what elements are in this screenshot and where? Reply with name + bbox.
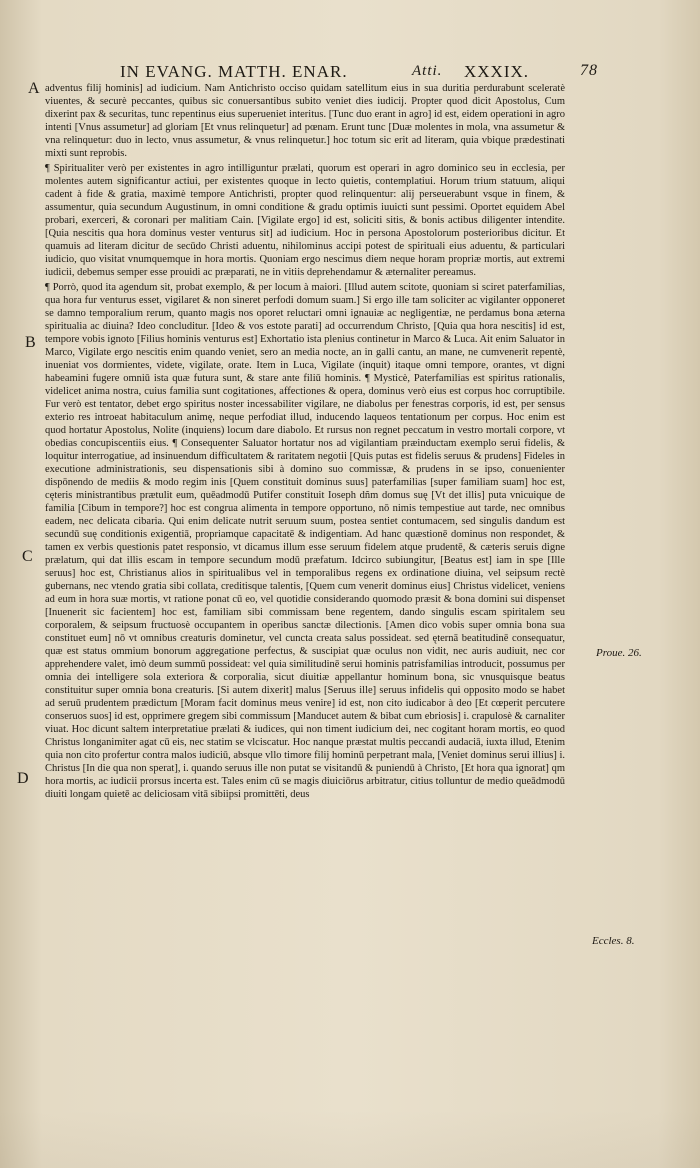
margin-note-proverbs: Proue. 26. xyxy=(596,647,642,659)
paragraph-2: ¶ Spiritualiter verò per existentes in agro intilliguntur prælati, quorum est operari in agro dominico seu in ecclesia, per molentes autem significantur actiui, per existentes quoque in lecto quietis, contemplatiui. Horum trium statuum, aliqui cadent à fide & gratia, maximè tempore Antichristi, propter quod relinquentur: alij perseuerabunt vsque in finem, & assumentur, quia secundum Augustinum, in omni conditione & gradu optimis iuuicti sunt pessimi. Oportet equidem Abel probari, exerceri, & coronari per malitiam Cain. [Vigilate ergo] id est, soliciti sitis, & bonis actibus diligenter intendite. [Quia nescitis qua hora dominus vester venturus sit] ad iudicium. Hoc in persona Apostolorum posterioribus dicitur. Et quamuis ad literam dicitur de secūdo Christi aduentu, nihilominus accipi potest de spirituali eius aduentu, & particulari iudicio, quo visitat vnumquemque in hora mortis. Quoniam ergo nescimus diem neque horam propriæ mortis, aut extremi iudicii, debemus semper esse prouidi ac præparati, ne in vitiis deprehendamur & æternaliter pereamus. xyxy=(45,163,565,278)
page-bottom-margin xyxy=(0,1110,700,1168)
paragraph-3: ¶ Porrò, quod ita agendum sit, probat exemplo, & per locum à maiori. [Illud autem scitote, quoniam si sciret paterfamilias, qua hora fur venturus esset, vigilaret & non sineret perfodi domum suam.] Si ergo ille tam soliciter ac vigilanter opponeret se damno temporalium rerum, quanto magis nos oporet reluctari omni ignauiæ ac negligentiæ, ne perdamus bona æterna spiritualia ac diuina? Ideo concluditur. [Ideo & vos estote parati] ad occurrendum Christo, [Quia qua hora nescitis] id est, tempore vobis ignoto [Filius hominis venturus est] Exhortatio ista plenius continetur in Marco & Luca. Ait enim Saluator in Marco, Vigilate ergo nescitis enim quando veniet, sero an media nocte, an in galli cantu, an mane, ne cumvenerit repentè, inueniat vos dormientes, videte, vigilate, orate. Item in Luca, Vigilate (inquit) itaque omni tempore, orantes, vt digni habeamini fugere omniū ista quæ futura sunt, & stare ante filiū hominis. ¶ Mysticè, Paterfamilias est spiritus rationalis, videlicet anima nostra, cuius familia sunt cogitationes, affectiones & opera, dominus verò eius est corpus hoc corruptibile. Fur verò est tentator, debet ergo spiritus noster incessabiliter vigilare, ne diabolus per fenestras corporis, id est, per sensus exterio res introeat habitaculum animę, neque perfodiat illud, inducendo laqueos tentationum per corpus. Hoc enim est quod hortatur Apostolus, Nolite (inquiens) locum dare diabolo. Et rursus non regnet peccatum in vestro mortali corpore, vt obedias concupiscentiis eius. ¶ Consequenter Saluator hortatur nos ad vigilantiam præinductam exemplo serui fidelis, & loquitur interrogatiue, ad insinuendum difficultatem & raritatem negotii [Quis putas est fidelis seruus & prudens] Fideles in executione administrationis, seu dispensationis sibi à domino suo commissæ, & prudens in se ipso, conuenienter dispōnendo de mediis & modo regim inis [Quem constituit dominus suus] paterfamilias [super familiam suam] hoc est, cęteris ministrantibus prætulit eum, quēadmodū Putifer constituit Ioseph dñm domus suę [Vt det illis] puta vnicuique de familia [Cibum in tempore?] hoc est congrua alimenta in tempore opportuno, nō nimis tempestiue aut tarde, nec omnibus eadem, nec delicata cibaria. Qui enim delicate nutrit seruum suum, postea sentiet contumacem, sed singulis dandum est secundū suę conditionis exigentiā, propriamque capacitatē & indigentiam. Ad hanc quæstionē dominus non respondet, & tamen ex verbis questionis patet responsio, vt dicamus illum esse seruum fidelem atque prudentē, & cæteris seruis digne prælatum, qui dat illis escam in tempore secundum modū præfatum. Idcirco subiungitur, [Beatus est] iam in spe [Ille seruus] hoc est, Christianus alios in spiritualibus vel in temporalibus regens ex ordinatione diuina, vel seipsum rectè gubernans, nec vtendo gratia sibi collata, creditisque talentis, [Quem cum venerit dominus eius] Christus videlicet, veniens ad eum in hora suæ mortis, vt ratione ponat cū eo, vel quotidie considerando quomodo præsit & bona domini sui dispenset [Inuenerit sic facientem] hoc est, familiam sibi commissam bene regentem, dando singulis escam spiritalem seu corporalem, & seipsum fructuosè occupantem in operibus sanctæ dilectionis. [Amen dico vobis super omnia bona sua constituet eum] nō vt omnibus creaturis dominetur, vel cuncta creata salus possideat. sed ęternā beatitudinē consequatur, quæ est status ommium bonorum aggregatione perfectus, & suscipiat quæ oculus non vidit, nec auris audiuit, nec cor apprehendere valet, imò deum summū possideat: vel quia similitudinē serui hominis patrisfamilias introducit, possumus per omnia dei intelligere sola exteriora & corporalia, sicut diuitiæ appellantur hominum bona, sic vnusquisque beatus constituitur super omnia bona creaturis. [Si autem dixerit] malus [Seruus ille] seruus infidelis qui opposito modo se habet ad seruū prudentem prædictum [Moram facit dominus meus venire] id est, non cito iudicabor à deo [Et cœperit percutere conseruos suos] id est, opprimere gregem sibi commissum [Manducet autem & bibat cum ebriosis] i. crapulosè & carnaliter viuat. Hoc dicunt saltem interpretatiue prælati & iudices, qui non timent iudicium dei, nec cogitant horam mortis, eo quod Christus longanimiter agat cū eis, nec statim se vlciscatur. Hoc nanque præstat multis peccandi audaciā, iuxta illud, Etenim quia non cito profertur contra malos iudiciū, absque vllo timore filij hominū perpetrant mala, [Veniet dominus serui illius] i. Christus [In die qua non sperat], i. quando seruus ille non putat se visitandū & puniendū à Christo, [Et hora qua ignorat] qm hora mortis, ac iudicii prorsus incerta est. Tales enim cū se magis diuiciōrus arbitratur, citius tolluntur de medio queādmodū diuiti longam quietē ac deliciosam vitā sibiipsi promittēti, deus xyxy=(45,282,565,800)
folio-number: 78 xyxy=(580,62,598,79)
margin-letter-a: A xyxy=(28,80,40,97)
margin-letter-c: C xyxy=(22,548,33,565)
header-chapter-numeral: XXXIX. xyxy=(464,62,530,81)
paragraph-1: adventus filij hominis] ad iudicium. Nam Antichristo occiso quidam satellitum eius in sua duritia perdurabunt sceleratè viuentes, & securè peccantes, quibus sic conuersantibus subito veniet dies iudicij. Propter quod dicit Apostolus, Cum dixerint pax & securitas, tunc repentinus eius superueniet interitus. [Tunc duo erant in agro] id est, eidem operationi in agro intenti [Vnus assumetur] ad gloriam [Et vnus relinquetur] ad pœnam. Erunt tunc [Duæ molentes in mola, vna assumetur & vna relinquetur: duo in lecto, vnus assumetur, & vnus relinquetur.] hoc totum sic erit ad literam, quia vbique prædestinati mixti sunt reprobis. xyxy=(45,83,565,159)
header-title: IN EVANG. MATTH. ENAR. xyxy=(120,62,348,81)
margin-note-ecclesiastes: Eccles. 8. xyxy=(592,935,635,947)
header-section: Atti. xyxy=(412,63,443,79)
margin-letter-d: D xyxy=(17,770,29,787)
margin-letter-b: B xyxy=(25,334,36,351)
running-header xyxy=(120,62,600,82)
commentary-text-column xyxy=(45,82,565,803)
